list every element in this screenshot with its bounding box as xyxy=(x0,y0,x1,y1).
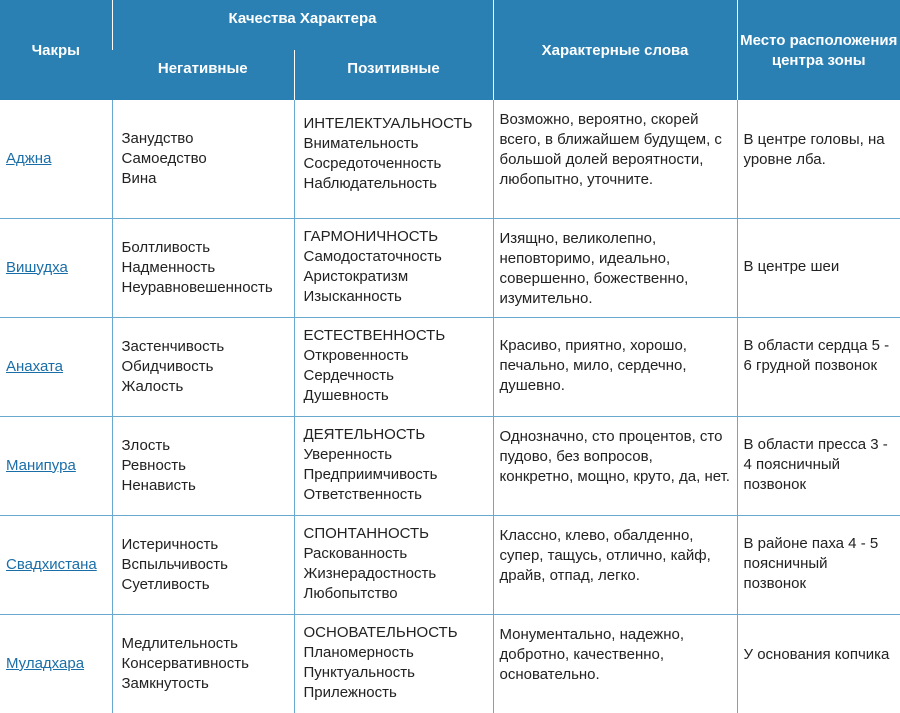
header-qualities: Качества Характера xyxy=(112,0,493,50)
location-text: У основания копчика xyxy=(743,645,890,663)
negative-cell xyxy=(112,100,294,218)
positive-trait: Пунктуальность xyxy=(303,663,415,681)
table-row xyxy=(0,515,900,614)
characteristic-words: Монументально, надежно, добротно, качественно, основательно. xyxy=(499,625,685,683)
negative-trait: Застенчивость xyxy=(121,337,225,355)
characteristic-words: Классно, клево, обалденно, супер, тащусь, отлично, кайф, драйв, отпад, легко. xyxy=(499,526,711,584)
positive-cell xyxy=(294,218,493,317)
header-chakras: Чакры xyxy=(0,0,112,100)
negative-cell xyxy=(112,614,294,713)
positive-trait: Внимательность xyxy=(303,135,419,152)
positive-trait: Жизнерадостность xyxy=(303,564,437,582)
positive-cell xyxy=(294,100,493,218)
positive-title: ГАРМОНИЧНОСТЬ xyxy=(303,227,439,245)
location-text: В районе паха 4 - 5 поясничный позвонок xyxy=(743,534,879,592)
positive-trait: Планомерность xyxy=(303,643,414,661)
chakra-link-manipura[interactable]: Манипура xyxy=(6,456,76,474)
positive-trait: Откровенность xyxy=(303,346,409,364)
table-row xyxy=(0,100,900,218)
table-header xyxy=(0,0,900,100)
location-cell xyxy=(737,416,900,515)
chakra-link-svadhisthana[interactable]: Свадхистана xyxy=(6,555,97,573)
negative-trait: Болтливость xyxy=(121,238,211,256)
table-row xyxy=(0,317,900,416)
positive-cell xyxy=(294,416,493,515)
location-cell xyxy=(737,100,900,218)
positive-title: ОСНОВАТЕЛЬНОСТЬ xyxy=(303,623,458,641)
table-row xyxy=(0,218,900,317)
positive-title: ДЕЯТЕЛЬНОСТЬ xyxy=(303,425,426,443)
characteristic-words: Однозначно, сто процентов, сто пудово, без вопросов, конкретно, мощно, круто, да, нет. xyxy=(499,427,730,485)
positive-trait: Сердечность xyxy=(303,366,394,384)
negative-trait: Вина xyxy=(121,169,157,187)
chakra-cell xyxy=(0,614,112,713)
location-text: В области пресса 3 - 4 поясничный позвонок xyxy=(743,435,888,493)
positive-trait: Предприимчивость xyxy=(303,465,438,483)
characteristic-words: Красиво, приятно, хорошо, печально, мило, сердечно, душевно. xyxy=(499,336,687,394)
chakra-cell xyxy=(0,218,112,317)
positive-cell xyxy=(294,317,493,416)
positive-trait: Аристократизм xyxy=(303,267,409,285)
positive-trait: Любопытство xyxy=(303,584,398,602)
negative-trait: Замкнутость xyxy=(121,674,209,692)
table-row xyxy=(0,614,900,713)
negative-cell xyxy=(112,515,294,614)
positive-trait: Изысканность xyxy=(303,287,402,305)
positive-cell xyxy=(294,515,493,614)
positive-cell xyxy=(294,614,493,713)
positive-title: СПОНТАННОСТЬ xyxy=(303,524,429,542)
chakra-cell xyxy=(0,100,112,218)
words-cell xyxy=(493,218,737,317)
words-cell xyxy=(493,614,737,713)
location-cell xyxy=(737,614,900,713)
characteristic-words: Изящно, великолепно, неповторимо, идеально, совершенно, божественно, изумительно. xyxy=(499,229,689,307)
negative-trait: Надменность xyxy=(121,258,216,276)
negative-trait: Истеричность xyxy=(121,535,219,553)
words-cell xyxy=(493,416,737,515)
negative-cell xyxy=(112,317,294,416)
location-cell xyxy=(737,218,900,317)
header-location: Место расположения центра зоны xyxy=(737,0,900,100)
location-cell xyxy=(737,317,900,416)
location-text: В центре шеи xyxy=(743,257,840,275)
negative-trait: Ревность xyxy=(121,456,186,474)
negative-trait: Неуравновешенность xyxy=(121,278,273,296)
positive-title: ИНТЕЛЕКТУАЛЬНОСТЬ xyxy=(303,115,473,132)
negative-cell xyxy=(112,218,294,317)
negative-trait: Жалость xyxy=(121,377,184,395)
words-cell xyxy=(493,317,737,416)
negative-trait: Занудство xyxy=(121,129,194,147)
negative-trait: Медлительность xyxy=(121,634,238,652)
table-row xyxy=(0,416,900,515)
header-positive: Позитивные xyxy=(294,50,493,100)
negative-trait: Вспыльчивость xyxy=(121,555,228,573)
positive-trait: Уверенность xyxy=(303,445,393,463)
positive-trait: Прилежность xyxy=(303,683,397,701)
positive-title: ЕСТЕСТВЕННОСТЬ xyxy=(303,326,446,344)
header-negative: Негативные xyxy=(112,50,294,100)
chakra-link-muladhara[interactable]: Муладхара xyxy=(6,654,85,672)
words-cell xyxy=(493,100,737,218)
negative-trait: Злость xyxy=(121,436,171,454)
header-words: Характерные слова xyxy=(493,0,737,100)
location-text: В области сердца 5 - 6 грудной позвонок xyxy=(743,336,890,374)
positive-trait: Ответственность xyxy=(303,485,422,503)
negative-trait: Обидчивость xyxy=(121,357,214,375)
positive-trait: Самодостаточность xyxy=(303,247,442,265)
negative-trait: Самоедство xyxy=(121,149,207,167)
chakra-cell xyxy=(0,416,112,515)
characteristic-words: Возможно, вероятно, скорей всего, в ближайшем будущем, с большой долей вероятности, любопытно, уточните. xyxy=(499,111,722,188)
positive-trait: Наблюдательность xyxy=(303,175,437,192)
chakra-link-vishuddha[interactable]: Вишудха xyxy=(6,258,68,276)
negative-trait: Консервативность xyxy=(121,654,249,672)
chakra-link-anahata[interactable]: Анахата xyxy=(6,357,64,375)
positive-trait: Душевность xyxy=(303,386,389,404)
chakra-cell xyxy=(0,317,112,416)
negative-cell xyxy=(112,416,294,515)
chakra-cell xyxy=(0,515,112,614)
chakra-link-ajna[interactable]: Аджна xyxy=(6,149,52,167)
location-cell xyxy=(737,515,900,614)
words-cell xyxy=(493,515,737,614)
location-text: В центре головы, на уровне лба. xyxy=(743,131,885,168)
positive-trait: Раскованность xyxy=(303,544,408,562)
negative-trait: Суетливость xyxy=(121,575,210,593)
negative-trait: Ненависть xyxy=(121,476,196,494)
positive-trait: Сосредоточенность xyxy=(303,155,442,172)
